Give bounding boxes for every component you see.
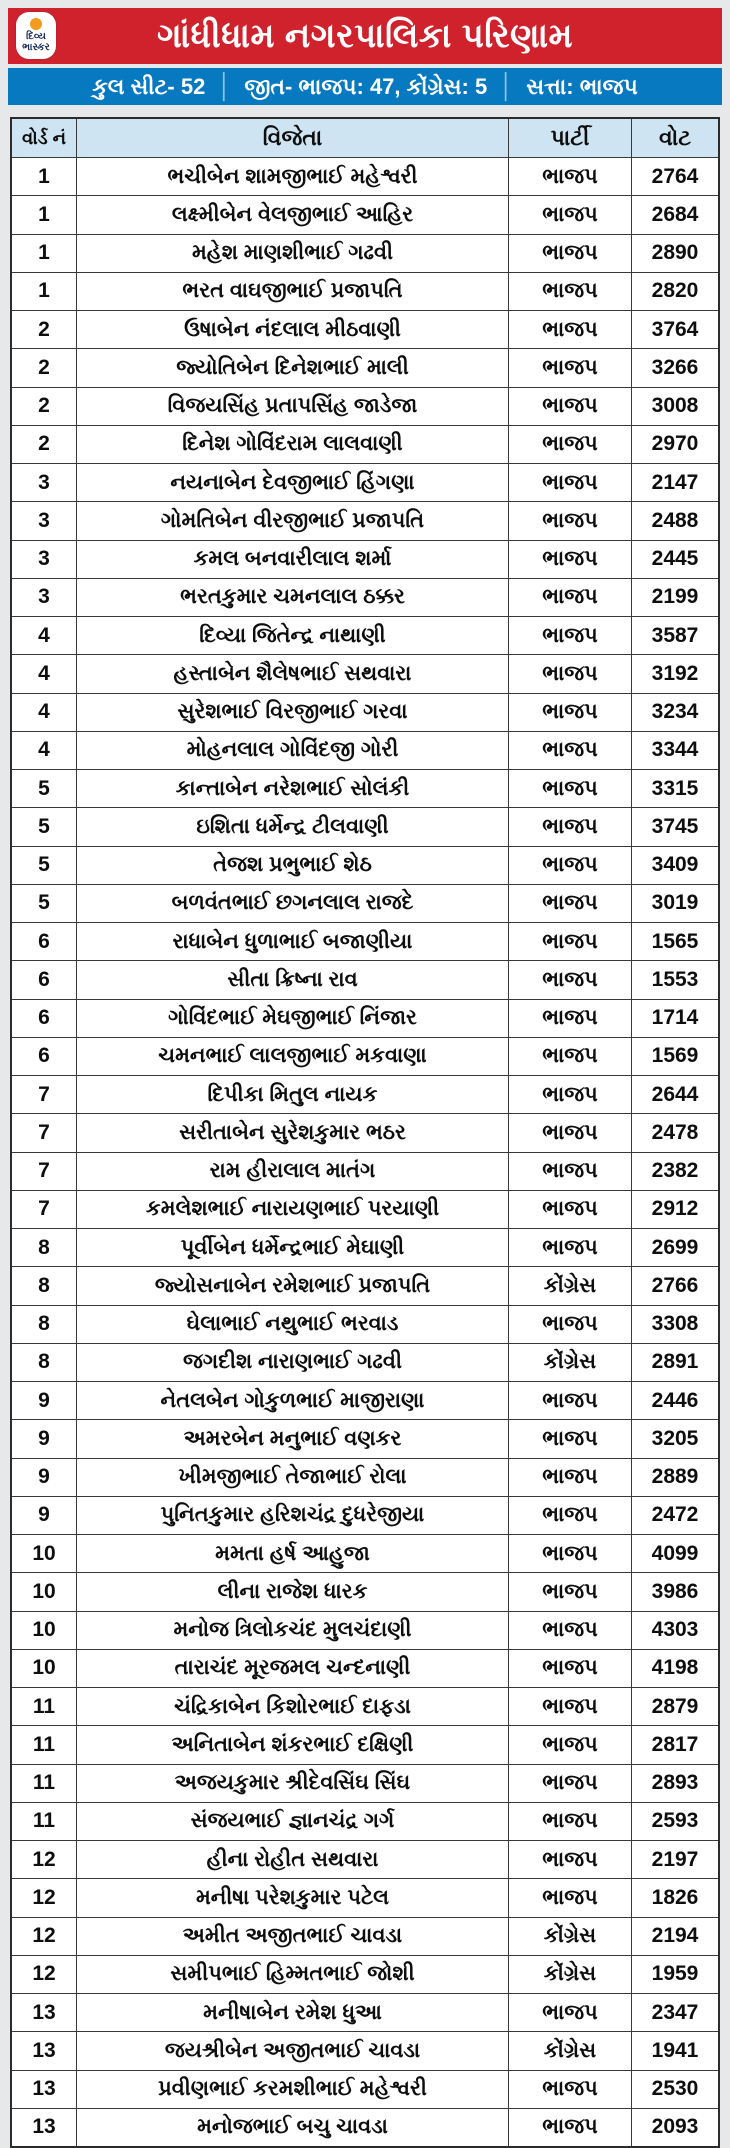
winner-cell: સુરેશભાઈ વિરજીભાઈ ગરવા bbox=[76, 694, 508, 731]
ward-cell: 8 bbox=[38, 1350, 50, 1374]
votes-cell: 3308 bbox=[631, 1306, 718, 1343]
winner-cell: મોહનલાલ ગોવિંદજી ગોરી bbox=[76, 732, 508, 769]
votes-cell: 2890 bbox=[631, 235, 718, 272]
ward-cell: 12 bbox=[32, 1885, 56, 1909]
ward-cell: 5 bbox=[38, 853, 50, 877]
ward-cell: 8 bbox=[38, 1235, 50, 1259]
ward-cell: 11 bbox=[32, 1732, 56, 1756]
party-cell: ભાજપ bbox=[508, 541, 631, 578]
votes-cell: 2197 bbox=[631, 1841, 718, 1878]
votes-cell: 2347 bbox=[631, 1994, 718, 2031]
party-cell: ભાજપ bbox=[508, 655, 631, 692]
party-cell: કોંગ્રેસ bbox=[508, 2032, 631, 2069]
ward-cell: 2 bbox=[38, 432, 50, 456]
winner-cell: વિજયસિંહ પ્રતાપસિંહ જાડેજા bbox=[76, 388, 508, 425]
party-cell: ભાજપ bbox=[508, 1153, 631, 1190]
table-row bbox=[12, 2070, 718, 2108]
page-title: ગાંધીધામ નગરપાલિકા પરિણામ bbox=[156, 16, 574, 55]
table-row bbox=[12, 272, 718, 310]
votes-cell: 3764 bbox=[631, 311, 718, 348]
column-header-ward: વોર્ડ નં bbox=[21, 127, 66, 148]
party-cell: ભાજપ bbox=[508, 923, 631, 960]
winner-cell: અનિતાબેન શંકરભાઈ દક્ષિણી bbox=[76, 1726, 508, 1763]
winner-cell: પુનિતકુમાર હરિશચંદ્ર દુધરેજીયા bbox=[76, 1497, 508, 1534]
ward-cell: 9 bbox=[38, 1426, 50, 1450]
winner-cell: રાધાબેન ધુળાભાઈ બજાણીયા bbox=[76, 923, 508, 960]
party-cell: ભાજપ bbox=[508, 349, 631, 386]
winner-cell: રામ હીરાલાલ માતંગ bbox=[76, 1153, 508, 1190]
votes-cell: 4303 bbox=[631, 1612, 718, 1649]
table-row bbox=[12, 884, 718, 922]
party-cell: ભાજપ bbox=[508, 617, 631, 654]
table-row bbox=[12, 501, 718, 539]
ward-cell: 7 bbox=[38, 1120, 50, 1144]
ward-cell: 12 bbox=[32, 1962, 56, 1986]
votes-cell: 2199 bbox=[631, 579, 718, 616]
winner-cell: મનીષાબેન રમેશ ધુઆ bbox=[76, 1994, 508, 2031]
ward-cell: 1 bbox=[38, 202, 50, 226]
ward-cell: 6 bbox=[38, 1044, 50, 1068]
winner-cell: કાન્તાબેન નરેશભાઈ સોલંકી bbox=[76, 770, 508, 807]
table-row bbox=[12, 234, 718, 272]
table-row bbox=[12, 2031, 718, 2069]
votes-cell: 2891 bbox=[631, 1344, 718, 1381]
votes-cell: 2644 bbox=[631, 1076, 718, 1113]
winner-cell: મમતા હર્ષ આહુજા bbox=[76, 1535, 508, 1572]
party-cell: ભાજપ bbox=[508, 808, 631, 845]
table-row bbox=[12, 960, 718, 998]
table-row bbox=[12, 1343, 718, 1381]
party-cell: ભાજપ bbox=[508, 1612, 631, 1649]
ward-cell: 4 bbox=[38, 661, 50, 685]
ward-cell: 9 bbox=[38, 1388, 50, 1412]
party-cell: ભાજપ bbox=[508, 1459, 631, 1496]
table-row bbox=[12, 1113, 718, 1151]
winner-cell: નેતલબેન ગોકુળભાઈ માજીરાણા bbox=[76, 1382, 508, 1419]
title-bar bbox=[8, 8, 722, 64]
party-cell: ભાજપ bbox=[508, 579, 631, 616]
votes-cell: 3008 bbox=[631, 388, 718, 425]
votes-cell: 2194 bbox=[631, 1918, 718, 1955]
winner-cell: દિવ્યા જિતેન્દ્ર નાથાણી bbox=[76, 617, 508, 654]
votes-cell: 2764 bbox=[631, 158, 718, 195]
votes-cell: 2530 bbox=[631, 2071, 718, 2108]
winner-cell: ભચીબેન શામજીભાઈ મહેશ્વરી bbox=[76, 158, 508, 195]
party-cell: ભાજપ bbox=[508, 1650, 631, 1687]
winner-cell: સમીપભાઈ હિમ્મતભાઈ જોશી bbox=[76, 1956, 508, 1993]
ward-cell: 10 bbox=[32, 1541, 56, 1565]
party-cell: ભાજપ bbox=[508, 273, 631, 310]
party-cell: ભાજપ bbox=[508, 1076, 631, 1113]
winner-cell: મનોજ ત્રિલોકચંદ મુલચંદાણી bbox=[76, 1612, 508, 1649]
ward-cell: 12 bbox=[32, 1847, 56, 1871]
ward-cell: 5 bbox=[38, 891, 50, 915]
table-row bbox=[12, 616, 718, 654]
votes-cell: 1959 bbox=[631, 1956, 718, 1993]
votes-cell: 4099 bbox=[631, 1535, 718, 1572]
table-row bbox=[12, 1955, 718, 1993]
table-row bbox=[12, 846, 718, 884]
ward-cell: 2 bbox=[38, 355, 50, 379]
party-cell: ભાજપ bbox=[508, 885, 631, 922]
votes-cell: 2912 bbox=[631, 1191, 718, 1228]
party-cell: ભાજપ bbox=[508, 1000, 631, 1037]
ward-cell: 4 bbox=[38, 738, 50, 762]
table-row bbox=[12, 1075, 718, 1113]
votes-cell: 2382 bbox=[631, 1153, 718, 1190]
votes-cell: 1565 bbox=[631, 923, 718, 960]
ward-cell: 4 bbox=[38, 700, 50, 724]
votes-cell: 3205 bbox=[631, 1420, 718, 1457]
winner-cell: બળવંતભાઈ છગનલાલ રાજદે bbox=[76, 885, 508, 922]
ward-cell: 5 bbox=[38, 814, 50, 838]
votes-cell: 2445 bbox=[631, 541, 718, 578]
ward-cell: 13 bbox=[32, 2077, 56, 2101]
table-row bbox=[12, 1687, 718, 1725]
winner-cell: ચંદ્રિકાબેન કિશોરભાઈ દાફડા bbox=[76, 1688, 508, 1725]
votes-cell: 3409 bbox=[631, 847, 718, 884]
table-row bbox=[12, 693, 718, 731]
ward-cell: 13 bbox=[32, 2038, 56, 2062]
table-row bbox=[12, 1419, 718, 1457]
ward-cell: 1 bbox=[38, 164, 50, 188]
winner-cell: કમલેશભાઈ નારાયણભાઈ પરયાણી bbox=[76, 1191, 508, 1228]
party-cell: ભાજપ bbox=[508, 1038, 631, 1075]
party-cell: ભાજપ bbox=[508, 1191, 631, 1228]
table-row bbox=[12, 1802, 718, 1840]
table-row bbox=[12, 922, 718, 960]
party-cell: ભાજપ bbox=[508, 1382, 631, 1419]
column-header-votes: વોટ bbox=[631, 119, 718, 157]
party-cell: ભાજપ bbox=[508, 1306, 631, 1343]
votes-cell: 2889 bbox=[631, 1459, 718, 1496]
ward-cell: 1 bbox=[38, 241, 50, 265]
winner-cell: હીના રોહીત સથવારા bbox=[76, 1841, 508, 1878]
table-row bbox=[12, 1305, 718, 1343]
ward-cell: 9 bbox=[38, 1465, 50, 1489]
column-header-winner: વિજેતા bbox=[76, 119, 508, 157]
party-cell: કોંગ્રેસ bbox=[508, 1956, 631, 1993]
logo-text-line1: દિવ્ય bbox=[26, 31, 46, 42]
votes-cell: 2593 bbox=[631, 1803, 718, 1840]
summary-total-seats: કુલ સીટ- 52 bbox=[92, 73, 206, 99]
votes-cell: 1569 bbox=[631, 1038, 718, 1075]
party-cell: ભાજપ bbox=[508, 2071, 631, 2108]
ward-cell: 13 bbox=[32, 2000, 56, 2024]
winner-cell: કમલ બનવારીલાલ શર્મા bbox=[76, 541, 508, 578]
votes-cell: 2488 bbox=[631, 502, 718, 539]
winner-cell: મનોજભાઈ બચુ ચાવડા bbox=[76, 2109, 508, 2146]
winner-cell: તારાચંદ મૂરજમલ ચન્દનાણી bbox=[76, 1650, 508, 1687]
table-body bbox=[12, 157, 718, 2146]
winner-cell: સરીતાબેન સુરેશકુમાર ભઠર bbox=[76, 1114, 508, 1151]
table-row bbox=[12, 348, 718, 386]
votes-cell: 2699 bbox=[631, 1229, 718, 1266]
party-cell: ભાજપ bbox=[508, 426, 631, 463]
party-cell: ભાજપ bbox=[508, 196, 631, 233]
winner-cell: તેજશ પ્રભુભાઈ શેઠ bbox=[76, 847, 508, 884]
party-cell: ભાજપ bbox=[508, 2109, 631, 2146]
votes-cell: 1553 bbox=[631, 961, 718, 998]
ward-cell: 3 bbox=[38, 585, 50, 609]
ward-cell: 10 bbox=[32, 1618, 56, 1642]
table-row bbox=[12, 1381, 718, 1419]
votes-cell: 4198 bbox=[631, 1650, 718, 1687]
votes-cell: 2684 bbox=[631, 196, 718, 233]
table-row bbox=[12, 578, 718, 616]
table-row bbox=[12, 807, 718, 845]
ward-cell: 6 bbox=[38, 1006, 50, 1030]
winner-cell: પૂર્વીબેન ધર્મેન્દ્રભાઈ મેઘાણી bbox=[76, 1229, 508, 1266]
winner-cell: જ્યોસનાબેન રમેશભાઈ પ્રજાપતિ bbox=[76, 1267, 508, 1304]
votes-cell: 3019 bbox=[631, 885, 718, 922]
winner-cell: જયશ્રીબેન અજીતભાઈ ચાવડા bbox=[76, 2032, 508, 2069]
party-cell: ભાજપ bbox=[508, 1726, 631, 1763]
winner-cell: સીતા ક્રિષ્ના રાવ bbox=[76, 961, 508, 998]
winner-cell: ગોવિંદભાઈ મેઘજીભાઈ નિંજાર bbox=[76, 1000, 508, 1037]
winner-cell: નયનાબેન દેવજીભાઈ હિંગણા bbox=[76, 464, 508, 501]
ward-cell: 7 bbox=[38, 1159, 50, 1183]
ward-cell: 13 bbox=[32, 2115, 56, 2139]
ward-cell: 2 bbox=[38, 317, 50, 341]
votes-cell: 2472 bbox=[631, 1497, 718, 1534]
party-cell: ભાજપ bbox=[508, 311, 631, 348]
ward-cell: 11 bbox=[32, 1694, 56, 1718]
divider: │ bbox=[217, 72, 233, 100]
table-row bbox=[12, 540, 718, 578]
table-row bbox=[12, 999, 718, 1037]
winner-cell: પ્રવીણભાઈ કરમશીભાઈ મહેશ્વરી bbox=[76, 2071, 508, 2108]
ward-cell: 11 bbox=[32, 1771, 56, 1795]
table-row bbox=[12, 1572, 718, 1610]
logo-text-line2: ભાસ્કર bbox=[22, 41, 50, 53]
votes-cell: 2820 bbox=[631, 273, 718, 310]
table-row bbox=[12, 1496, 718, 1534]
votes-cell: 2093 bbox=[631, 2109, 718, 2146]
votes-cell: 1826 bbox=[631, 1879, 718, 1916]
votes-cell: 3344 bbox=[631, 732, 718, 769]
ward-cell: 7 bbox=[38, 1082, 50, 1106]
winner-cell: અમીત અજીતભાઈ ચાવડા bbox=[76, 1918, 508, 1955]
table-row bbox=[12, 1228, 718, 1266]
ward-cell: 1 bbox=[38, 279, 50, 303]
winner-cell: દિનેશ ગોવિંદરામ લાલવાણી bbox=[76, 426, 508, 463]
table-row bbox=[12, 1649, 718, 1687]
ward-cell: 10 bbox=[32, 1656, 56, 1680]
sun-icon bbox=[30, 18, 42, 30]
ward-cell: 8 bbox=[38, 1312, 50, 1336]
ward-cell: 5 bbox=[38, 776, 50, 800]
table-row bbox=[12, 654, 718, 692]
column-header-party: પાર્ટી bbox=[508, 119, 631, 157]
table-row bbox=[12, 1190, 718, 1228]
table-row bbox=[12, 425, 718, 463]
votes-cell: 2147 bbox=[631, 464, 718, 501]
ward-cell: 3 bbox=[38, 547, 50, 571]
winner-cell: ચમનભાઈ લાલજીભાઈ મકવાણા bbox=[76, 1038, 508, 1075]
winner-cell: લીના રાજેશ ધારક bbox=[76, 1573, 508, 1610]
table-row bbox=[12, 1037, 718, 1075]
party-cell: ભાજપ bbox=[508, 502, 631, 539]
votes-cell: 3745 bbox=[631, 808, 718, 845]
table-row bbox=[12, 1917, 718, 1955]
winner-cell: અમરબેન મનુભાઈ વણકર bbox=[76, 1420, 508, 1457]
winner-cell: ઉષાબેન નંદલાલ મીઠવાણી bbox=[76, 311, 508, 348]
party-cell: ભાજપ bbox=[508, 1879, 631, 1916]
party-cell: ભાજપ bbox=[508, 1497, 631, 1534]
table-row bbox=[12, 1534, 718, 1572]
winner-cell: મનીષા પરેશકુમાર પટેલ bbox=[76, 1879, 508, 1916]
table-row bbox=[12, 157, 718, 195]
party-cell: ભાજપ bbox=[508, 1765, 631, 1802]
party-cell: ભાજપ bbox=[508, 1420, 631, 1457]
ward-cell: 11 bbox=[32, 1809, 56, 1833]
ward-cell: 4 bbox=[38, 623, 50, 647]
winner-cell: ઘેલાભાઈ નથુભાઈ ભરવાડ bbox=[76, 1306, 508, 1343]
party-cell: ભાજપ bbox=[508, 961, 631, 998]
winner-cell: હસ્તાબેન શૈલેષભાઈ સથવારા bbox=[76, 655, 508, 692]
votes-cell: 2446 bbox=[631, 1382, 718, 1419]
votes-cell: 3266 bbox=[631, 349, 718, 386]
summary-power: સત્તા: ભાજપ bbox=[526, 73, 638, 99]
party-cell: ભાજપ bbox=[508, 464, 631, 501]
party-cell: ભાજપ bbox=[508, 1573, 631, 1610]
divya-bhaskar-logo bbox=[16, 12, 56, 59]
party-cell: કોંગ્રેસ bbox=[508, 1918, 631, 1955]
party-cell: ભાજપ bbox=[508, 770, 631, 807]
ward-cell: 3 bbox=[38, 470, 50, 494]
ward-cell: 8 bbox=[38, 1273, 50, 1297]
ward-cell: 9 bbox=[38, 1503, 50, 1527]
winner-cell: જગદીશ નારાણભાઈ ગઢવી bbox=[76, 1344, 508, 1381]
table-row bbox=[12, 1458, 718, 1496]
party-cell: કોંગ્રેસ bbox=[508, 1267, 631, 1304]
ward-cell: 7 bbox=[38, 1197, 50, 1221]
ward-cell: 6 bbox=[38, 967, 50, 991]
party-cell: ભાજપ bbox=[508, 1535, 631, 1572]
party-cell: ભાજપ bbox=[508, 1841, 631, 1878]
table-row bbox=[12, 463, 718, 501]
ward-cell: 2 bbox=[38, 394, 50, 418]
ward-cell: 10 bbox=[32, 1579, 56, 1603]
party-cell: ભાજપ bbox=[508, 235, 631, 272]
votes-cell: 3986 bbox=[631, 1573, 718, 1610]
votes-cell: 3315 bbox=[631, 770, 718, 807]
votes-cell: 2766 bbox=[631, 1267, 718, 1304]
winner-cell: ખીમજીભાઈ તેજાભાઈ રોલા bbox=[76, 1459, 508, 1496]
table-row bbox=[12, 1266, 718, 1304]
votes-cell: 2893 bbox=[631, 1765, 718, 1802]
table-row bbox=[12, 387, 718, 425]
winner-cell: ભરત વાઘજીભાઈ પ્રજાપતિ bbox=[76, 273, 508, 310]
winner-cell: દિપીકા મિતુલ નાયક bbox=[76, 1076, 508, 1113]
table-row bbox=[12, 1878, 718, 1916]
votes-cell: 3587 bbox=[631, 617, 718, 654]
votes-cell: 1714 bbox=[631, 1000, 718, 1037]
summary-bar bbox=[8, 68, 722, 105]
winner-cell: જ્યોતિબેન દિનેશભાઈ માલી bbox=[76, 349, 508, 386]
table-row bbox=[12, 1725, 718, 1763]
votes-cell: 3234 bbox=[631, 694, 718, 731]
party-cell: ભાજપ bbox=[508, 694, 631, 731]
table-row bbox=[12, 1993, 718, 2031]
table-row bbox=[12, 2108, 718, 2146]
party-cell: ભાજપ bbox=[508, 1229, 631, 1266]
votes-cell: 3192 bbox=[631, 655, 718, 692]
ward-cell: 3 bbox=[38, 508, 50, 532]
votes-cell: 2879 bbox=[631, 1688, 718, 1725]
winner-cell: મહેશ માણશીભાઈ ગઢવી bbox=[76, 235, 508, 272]
table-row bbox=[12, 1152, 718, 1190]
winner-cell: અજયકુમાર શ્રીદેવસિંઘ સિંઘ bbox=[76, 1765, 508, 1802]
results-table bbox=[10, 117, 720, 2148]
table-header-row bbox=[12, 119, 718, 157]
votes-cell: 2970 bbox=[631, 426, 718, 463]
ward-cell: 12 bbox=[32, 1924, 56, 1948]
party-cell: ભાજપ bbox=[508, 847, 631, 884]
votes-cell: 2817 bbox=[631, 1726, 718, 1763]
table-row bbox=[12, 1764, 718, 1802]
party-cell: ભાજપ bbox=[508, 158, 631, 195]
winner-cell: સંજયભાઈ જ્ઞાનચંદ્ર ગર્ગ bbox=[76, 1803, 508, 1840]
party-cell: ભાજપ bbox=[508, 1803, 631, 1840]
winner-cell: ગોમતિબેન વીરજીભાઈ પ્રજાપતિ bbox=[76, 502, 508, 539]
table-row bbox=[12, 195, 718, 233]
table-row bbox=[12, 731, 718, 769]
winner-cell: લક્ષ્મીબેન વેલજીભાઈ આહિર bbox=[76, 196, 508, 233]
table-row bbox=[12, 310, 718, 348]
party-cell: ભાજપ bbox=[508, 1114, 631, 1151]
winner-cell: ઇશિતા ધર્મેન્દ્ર ટીલવાણી bbox=[76, 808, 508, 845]
party-cell: ભાજપ bbox=[508, 1994, 631, 2031]
party-cell: ભાજપ bbox=[508, 388, 631, 425]
party-cell: ભાજપ bbox=[508, 732, 631, 769]
table-row bbox=[12, 1611, 718, 1649]
summary-wins: જીત- ભાજપ: 47, કોંગ્રેસ: 5 bbox=[244, 73, 488, 99]
party-cell: કોંગ્રેસ bbox=[508, 1344, 631, 1381]
table-row bbox=[12, 1840, 718, 1878]
ward-cell: 6 bbox=[38, 929, 50, 953]
divider: │ bbox=[499, 72, 515, 100]
table-row bbox=[12, 769, 718, 807]
winner-cell: ભરતકુમાર ચમનલાલ ઠક્કર bbox=[76, 579, 508, 616]
votes-cell: 1941 bbox=[631, 2032, 718, 2069]
votes-cell: 2478 bbox=[631, 1114, 718, 1151]
party-cell: ભાજપ bbox=[508, 1688, 631, 1725]
